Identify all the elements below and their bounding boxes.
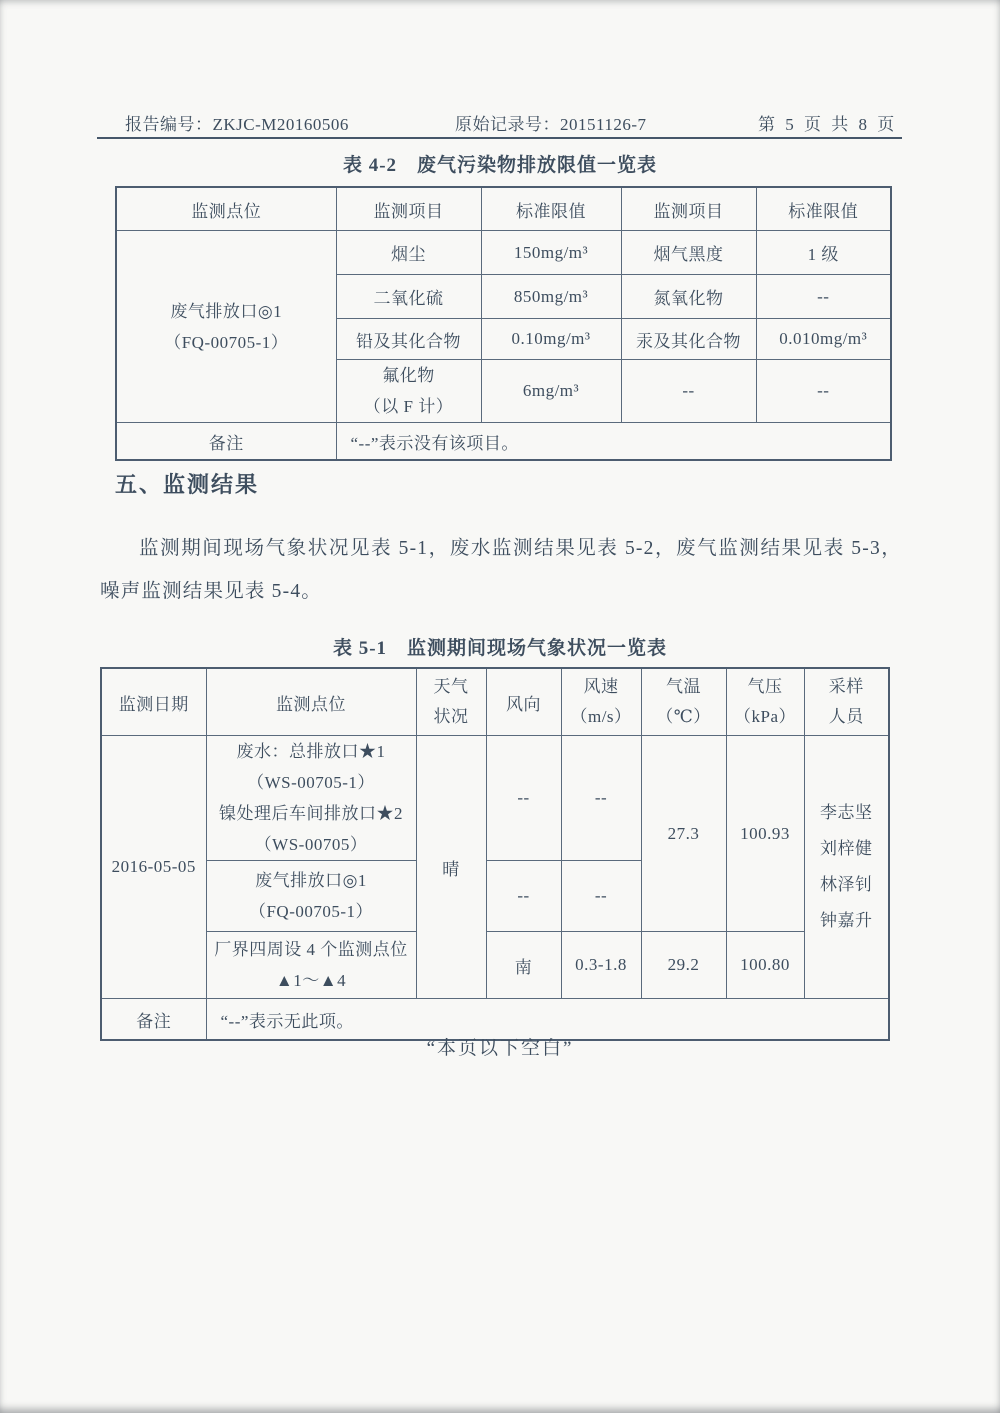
col-header-date: 监测日期: [101, 668, 206, 736]
col-header-sampler: 采样 人员: [804, 668, 889, 736]
col-header-wind-speed: 风速 （m/s）: [561, 668, 641, 736]
body-paragraph: 监测期间现场气象状况见表 5-1，废水监测结果见表 5-2，废气监测结果见表 5-3，噪声监测结果见表 5-4。: [100, 538, 902, 602]
pressure-cell-merged: 100.93: [726, 736, 804, 932]
page-header: [0, 110, 1000, 138]
col-header-pressure: 气压 （kPa）: [726, 668, 804, 736]
weather-cell: 晴: [416, 736, 486, 999]
item-cell: 汞及其化合物: [621, 319, 756, 360]
temp-cell: 29.2: [641, 932, 726, 999]
col-header-site: 监测点位: [206, 668, 416, 736]
item-cell: 铅及其化合物: [336, 319, 481, 360]
limit-cell: --: [756, 275, 891, 319]
item-cell: 氮氧化物: [621, 275, 756, 319]
wind-speed-cell: 0.3-1.8: [561, 932, 641, 999]
wind-dir-cell: --: [486, 736, 561, 861]
table-row-wastewater: [101, 736, 889, 861]
note-label: 备注: [116, 423, 336, 461]
table-note-row: [116, 423, 891, 461]
site-cell-exhaust: 废气排放口◎1 （FQ-00705-1）: [206, 861, 416, 932]
wind-dir-cell: --: [486, 861, 561, 932]
item-cell: 烟尘: [336, 231, 481, 275]
section-heading: 五、监测结果: [115, 472, 260, 497]
col-header-limit-1: 标准限值: [481, 187, 621, 231]
table-4-2: [115, 186, 892, 461]
col-header-temp: 气温 （℃）: [641, 668, 726, 736]
limit-cell: 850mg/m³: [481, 275, 621, 319]
page-blank-note: “本页以下空白”: [426, 1038, 574, 1059]
limit-cell: 150mg/m³: [481, 231, 621, 275]
monitoring-site-cell: 废气排放口◎1 （FQ-00705-1）: [116, 231, 336, 423]
table-4-2-title: 表 4-2 废气污染物排放限值一览表: [342, 155, 658, 176]
wind-speed-cell: --: [561, 861, 641, 932]
table-4-2-header-row: [116, 187, 891, 231]
note-text: “--”表示无此项。: [206, 999, 889, 1041]
item-cell: 烟气黑度: [621, 231, 756, 275]
page-indicator: 第 5 页 共 8 页: [758, 115, 898, 134]
wind-speed-cell: --: [561, 736, 641, 861]
table-5-1: [100, 667, 890, 1041]
wind-dir-cell: 南: [486, 932, 561, 999]
note-text: “--”表示没有该项目。: [336, 423, 891, 461]
limit-cell: 6mg/m³: [481, 360, 621, 423]
table-5-1-title: 表 5-1 监测期间现场气象状况一览表: [332, 638, 668, 659]
samplers-cell: 李志坚 刘梓健 林泽钊 钟嘉升: [804, 736, 889, 999]
date-cell: 2016-05-05: [101, 736, 206, 999]
report-number: 报告编号：ZKJC-M20160506: [125, 115, 349, 134]
site-cell-boundary: 厂界四周设 4 个监测点位 ▲1～▲4: [206, 932, 416, 999]
record-number: 原始记录号：20151126-7: [455, 115, 647, 134]
col-header-wind-dir: 风向: [486, 668, 561, 736]
pressure-cell: 100.80: [726, 932, 804, 999]
temp-cell-merged: 27.3: [641, 736, 726, 932]
table-row-boundary: [101, 932, 889, 999]
item-cell: --: [621, 360, 756, 423]
col-header-limit-2: 标准限值: [756, 187, 891, 231]
item-cell: 二氧化硫: [336, 275, 481, 319]
limit-cell: --: [756, 360, 891, 423]
col-header-site: 监测点位: [116, 187, 336, 231]
note-label: 备注: [101, 999, 206, 1041]
limit-cell: 0.10mg/m³: [481, 319, 621, 360]
site-cell-wastewater: 废水：总排放口★1 （WS-00705-1） 镍处理后车间排放口★2 （WS-00705）: [206, 736, 416, 861]
item-cell: 氟化物 （以 F 计）: [336, 360, 481, 423]
limit-cell: 0.010mg/m³: [756, 319, 891, 360]
table-row: [116, 231, 891, 275]
col-header-weather: 天气 状况: [416, 668, 486, 736]
col-header-item-2: 监测项目: [621, 187, 756, 231]
col-header-item-1: 监测项目: [336, 187, 481, 231]
table-5-1-header-row: [101, 668, 889, 736]
header-rule: [97, 137, 902, 139]
limit-cell: 1 级: [756, 231, 891, 275]
